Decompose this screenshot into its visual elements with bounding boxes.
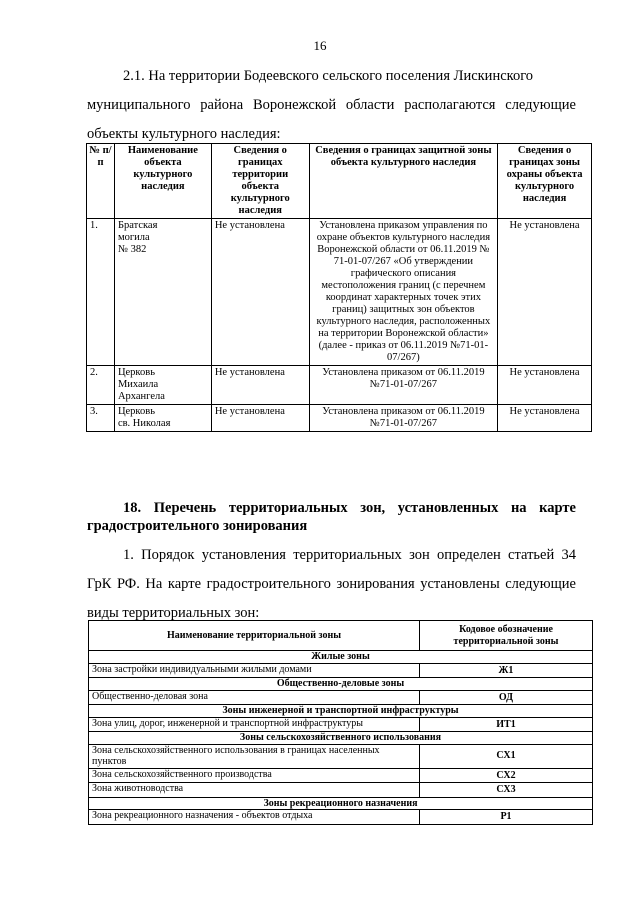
zone-row: [89, 810, 593, 825]
heritage-header-row: [87, 144, 592, 219]
zone-name: Зона рекреационного назначения - объектов отдыха: [89, 810, 420, 825]
table-row: [87, 366, 592, 405]
section-heading-line-1: [87, 499, 576, 517]
header-territory: Сведения о границах территории объекта культурного наследия: [211, 144, 309, 219]
zone-group-title: Общественно-деловые зоны: [89, 678, 593, 691]
zone-group-title: Зоны инженерной и транспортной инфраструктуры: [89, 705, 593, 718]
heading-word: 18.: [123, 500, 142, 516]
territory-cell: Не установлена: [211, 405, 309, 432]
zones-body: [89, 651, 593, 825]
object-name: Церковь Михаила Архангела: [114, 366, 211, 405]
intro-line-2: муниципального района Воронежской области располагаются следующие: [87, 97, 576, 113]
row-num: 2.: [87, 366, 115, 405]
zones-table: [88, 620, 593, 825]
section-heading-line-2: градостроительного зонирования: [87, 518, 308, 534]
heading-word: карте: [539, 500, 576, 516]
header-guard-zone: Сведения о границах зоны охраны объекта культурного наследия: [498, 144, 592, 219]
zone-code: Р1: [420, 810, 593, 825]
zone-name: Зона сельскохозяйственного использования в границах населенных пунктов: [89, 744, 420, 768]
guard-zone-cell: Не установлена: [498, 219, 592, 366]
object-name: Церковь св. Николая: [114, 405, 211, 432]
heading-word: установленных: [397, 500, 499, 516]
heritage-table: [86, 143, 592, 432]
row-num: 1.: [87, 219, 115, 366]
zone-group-title: Зоны сельскохозяйственного использования: [89, 732, 593, 745]
zone-row: [89, 783, 593, 798]
zone-name: Общественно-деловая зона: [89, 690, 420, 705]
zone-row: [89, 744, 593, 768]
zone-code: СХ2: [420, 768, 593, 783]
territory-cell: Не установлена: [211, 366, 309, 405]
zone-row: [89, 663, 593, 678]
heading-word: зон,: [360, 500, 386, 516]
zones-header-row: [89, 621, 593, 651]
zone-group-row: [89, 797, 593, 810]
zone-group-row: [89, 732, 593, 745]
zone-row: [89, 768, 593, 783]
header-num: № п/п: [87, 144, 115, 219]
table-row: [87, 219, 592, 366]
zone-name: Зона сельскохозяйственного производства: [89, 768, 420, 783]
heading-word: территориальных: [228, 500, 348, 516]
zone-code: ИТ1: [420, 717, 593, 732]
zone-name: Зона животноводства: [89, 783, 420, 798]
zone-code: СХ1: [420, 744, 593, 768]
page-number: 16: [313, 38, 327, 53]
zone-code: СХ3: [420, 783, 593, 798]
zone-group-row: [89, 678, 593, 691]
header-zone-code: Кодовое обозначение территориальной зоны: [420, 621, 593, 651]
section-heading: [87, 499, 576, 535]
zones-line-3: виды территориальных зон:: [87, 605, 260, 621]
intro-line-3: объекты культурного наследия:: [87, 126, 281, 142]
zone-name: Зона улиц, дорог, инженерной и транспортной инфраструктуры: [89, 717, 420, 732]
zones-line-1: 1. Порядок установления территориальных зон определен статьей 34: [123, 547, 576, 563]
table-row: [87, 405, 592, 432]
intro-paragraph: [87, 62, 576, 149]
zone-group-row: [89, 651, 593, 664]
heading-word: на: [510, 500, 527, 516]
guard-zone-cell: Не установлена: [498, 366, 592, 405]
intro-line-1: 2.1. На территории Бодеевского сельского поселения Лискинского: [123, 68, 534, 84]
zone-code: ОД: [420, 690, 593, 705]
zone-row: [89, 717, 593, 732]
protective-zone-cell: Установлена приказом от 06.11.2019 №71-01-07/267: [309, 366, 497, 405]
object-name: Братская могила № 382: [114, 219, 211, 366]
zone-group-title: Зоны рекреационного назначения: [89, 797, 593, 810]
header-zone-name: Наименование территориальной зоны: [89, 621, 420, 651]
header-object-name: Наименование объекта культурного наследия: [114, 144, 211, 219]
guard-zone-cell: Не установлена: [498, 405, 592, 432]
row-num: 3.: [87, 405, 115, 432]
zone-name: Зона застройки индивидуальными жилыми домами: [89, 663, 420, 678]
territory-cell: Не установлена: [211, 219, 309, 366]
heading-word: Перечень: [153, 500, 217, 516]
protective-zone-cell: Установлена приказом от 06.11.2019 №71-01-07/267: [309, 405, 497, 432]
header-protective-zone: Сведения о границах защитной зоны объекта культурного наследия: [309, 144, 497, 219]
zone-code: Ж1: [420, 663, 593, 678]
zones-line-2: ГрК РФ. На карте градостроительного зонирования установлены следующие: [87, 576, 576, 592]
protective-zone-cell: Установлена приказом управления по охране объектов культурного наследия Воронежской области от 06.11.2019 № 71-01-07/267 «Об утверждении графического описания местоположения границ (с перечнем координат характерных точек этих границ) защитных зон объектов культурного наследия, расположенных на территории Воронежской области» (далее - приказ от 06.11.2019 №71-01-07/267): [309, 219, 497, 366]
zones-paragraph: [87, 541, 576, 628]
zone-row: [89, 690, 593, 705]
zone-group-title: Жилые зоны: [89, 651, 593, 664]
zone-group-row: [89, 705, 593, 718]
